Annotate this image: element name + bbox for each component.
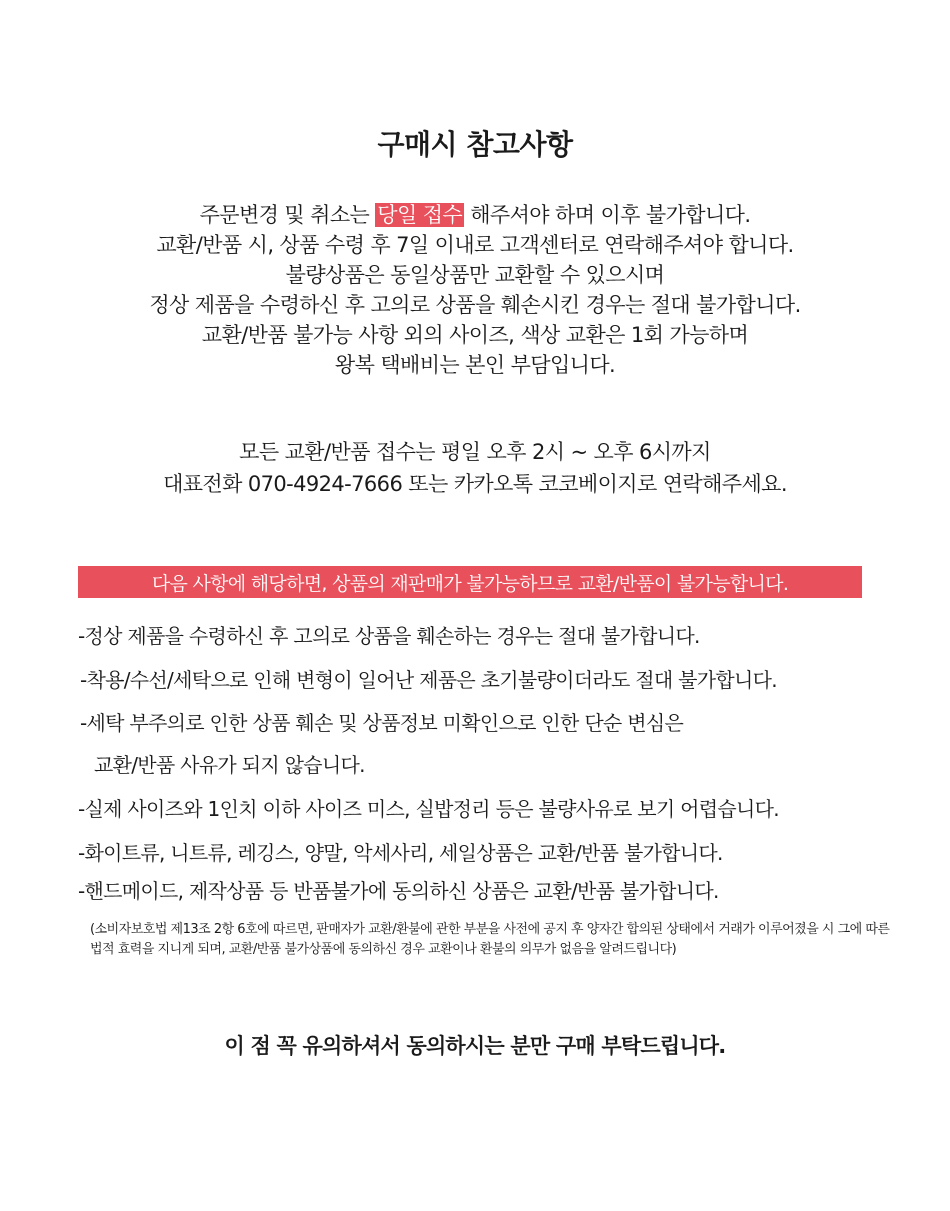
notice-line-2: 교환/반품 시, 상품 수령 후 7일 이내로 고객센터로 연락해주셔야 합니다.: [156, 233, 794, 257]
rule-item: -화이트류, 니트류, 레깅스, 양말, 악세사리, 세일상품은 교환/반품 불가합니다.: [78, 841, 723, 865]
same-day-highlight: 당일 접수: [377, 203, 463, 227]
warning-banner: [78, 566, 862, 598]
rule-item-continued: 교환/반품 사유가 되지 않습니다.: [94, 753, 365, 777]
notice-line-3: 불량상품은 동일상품만 교환할 수 있으시며: [285, 263, 665, 287]
rule-item: -착용/수선/세탁으로 인해 변형이 일어난 제품은 초기불량이더라도 절대 불가합니다.: [80, 668, 777, 692]
contact-hours: [0, 436, 950, 500]
rule-item: -실제 사이즈와 1인치 이하 사이즈 미스, 실밥정리 등은 불량사유로 보기 어렵습니다.: [78, 797, 779, 821]
notice-line-5: 교환/반품 불가능 사항 외의 사이즈, 색상 교환은 1회 가능하며: [201, 323, 749, 347]
notice-line-1: [0, 200, 950, 230]
notice-line-6: 왕복 택배비는 본인 부담입니다.: [334, 353, 616, 377]
closing-request: 이 점 꼭 유의하셔서 동의하시는 분만 구매 부탁드립니다.: [224, 1034, 726, 1058]
order-notice: [0, 200, 950, 380]
rule-item: -세탁 부주의로 인한 상품 훼손 및 상품정보 미확인으로 인한 단순 변심은: [80, 711, 684, 735]
warning-text: 다음 사항에 해당하면, 상품의 재판매가 불가능하므로 교환/반품이 불가능합니다.: [151, 572, 789, 595]
page-title: 구매시 참고사항: [377, 128, 573, 161]
hours-line: 모든 교환/반품 접수는 평일 오후 2시 ~ 오후 6시까지: [239, 440, 711, 464]
rule-item: -정상 제품을 수령하신 후 고의로 상품을 훼손하는 경우는 절대 불가합니다.: [78, 624, 700, 648]
notice-line-4: 정상 제품을 수령하신 후 고의로 상품을 훼손시킨 경우는 절대 불가합니다.: [149, 293, 801, 317]
rule-item: -핸드메이드, 제작상품 등 반품불가에 동의하신 상품은 교환/반품 불가합니다.: [78, 879, 719, 903]
notice-line-1-after: 해주셔야 하며 이후 불가합니다.: [464, 203, 751, 227]
phone-line: 대표전화 070-4924-7666 또는 카카오톡 코코베이지로 연락해주세요.: [163, 472, 787, 496]
notice-line-1-before: 주문변경 및 취소는: [199, 203, 376, 227]
legal-note: (소비자보호법 제13조 2항 6호에 따르면, 판매자가 교환/환불에 관한 부분을 사전에 공지 후 양자간 합의된 상태에서 거래가 이루어졌을 시 그에 따른 법적 효력을 지니게 되며, 교환/반품 불가상품에 동의하신 경우 교환이나 환불의 의무가 없음을 알려드립니다): [90, 922, 890, 957]
